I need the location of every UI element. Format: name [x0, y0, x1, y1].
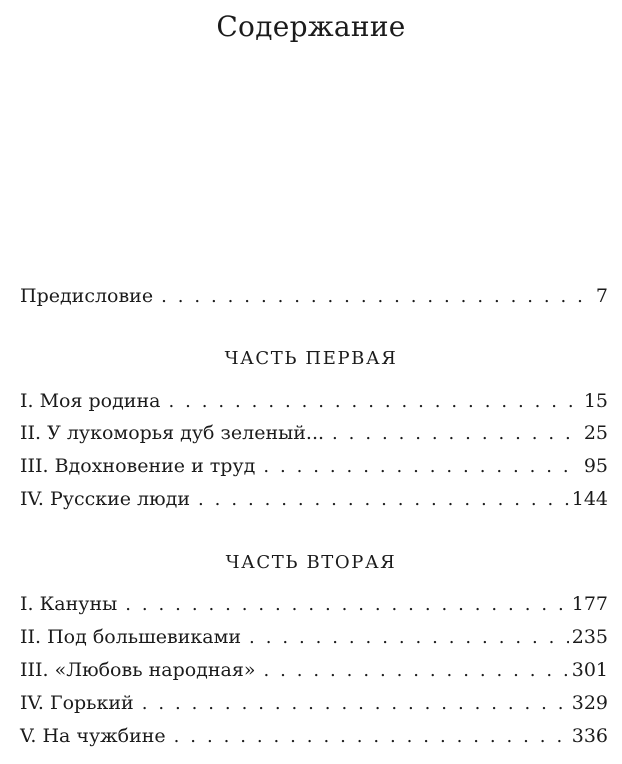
toc-entry-page: 7	[595, 285, 608, 307]
toc-entry-page: 95	[583, 455, 608, 477]
toc-entry-title: IV. Горький	[20, 692, 134, 714]
toc-entry[interactable]	[20, 593, 608, 623]
dot-leader	[263, 456, 580, 477]
toc-entry[interactable]	[20, 390, 608, 420]
toc-entry-page: 301	[571, 659, 608, 681]
toc-entry[interactable]	[20, 626, 608, 656]
dot-leader	[332, 423, 581, 444]
toc-entry-page: 144	[571, 488, 608, 510]
toc-entry-page: 235	[571, 626, 608, 648]
dot-leader	[168, 391, 580, 412]
toc-entry-title: III. «Любовь народная»	[20, 659, 256, 681]
toc-entry-title: IV. Русские люди	[20, 488, 191, 510]
part-two-heading: ЧАСТЬ ВТОРАЯ	[225, 552, 397, 573]
toc-entry-title: I. Кануны	[20, 593, 118, 615]
toc-entry-page: 336	[571, 725, 608, 747]
toc-entry-page: 25	[583, 422, 608, 444]
toc-entry-title: III. Вдохновение и труд	[20, 455, 256, 477]
toc-entry-title: II. У лукоморья дуб зеленый...	[20, 422, 325, 444]
dot-leader	[174, 726, 569, 747]
toc-entry[interactable]	[20, 422, 608, 452]
toc-entry-page: 329	[571, 692, 608, 714]
dot-leader	[198, 489, 569, 510]
toc-entry-title: II. Под большевиками	[20, 626, 242, 648]
toc-entry[interactable]	[20, 488, 608, 518]
toc-entry-title: I. Моя родина	[20, 390, 161, 412]
dot-leader	[142, 693, 569, 714]
toc-entry-title: Предисловие	[20, 285, 154, 307]
dot-leader	[161, 286, 593, 307]
toc-entry-page: 15	[583, 390, 608, 412]
toc-entry[interactable]	[20, 455, 608, 485]
toc-entry-title: V. На чужбине	[20, 725, 166, 747]
toc-entry-page: 177	[571, 593, 608, 615]
toc-entry[interactable]	[20, 725, 608, 755]
toc-entry[interactable]	[20, 692, 608, 722]
dot-leader	[249, 627, 569, 648]
part-one-heading: ЧАСТЬ ПЕРВАЯ	[224, 348, 398, 369]
dot-leader	[125, 594, 568, 615]
dot-leader	[263, 660, 568, 681]
toc-entry-preface[interactable]	[20, 285, 608, 315]
page-title: Содержание	[216, 10, 406, 43]
toc-entry[interactable]	[20, 659, 608, 689]
